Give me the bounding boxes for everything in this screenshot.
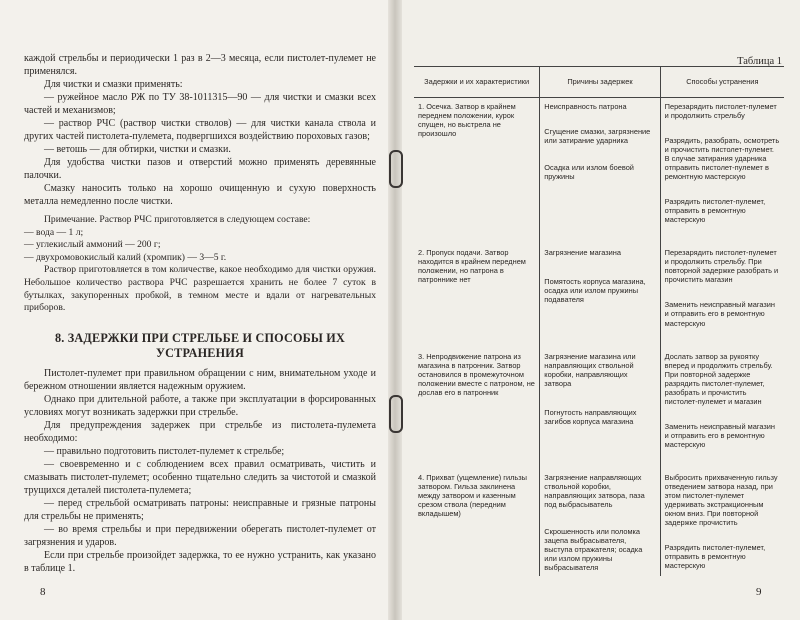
remedy-item: Перезарядить пистолет-пулемет и продолжить стрельбу. При повторной задержке разобрать и прочистить магазин <box>664 248 779 285</box>
cause-item: Помятость корпуса магазина, осадка или излом пружины подавателя <box>544 277 646 305</box>
note-line: — вода — 1 л; <box>24 226 84 238</box>
note-line: Раствор приготовляется в том количестве, какое необходимо для чистки оружия. Небольшое количество раствора РЧС разрешается хранить не более 7 суток в бутылках, закупоренных пробкой, в темном месте и вдали от нагревательных приборов. <box>24 264 376 314</box>
note-title: Примечание. Раствор РЧС приготовляется в следующем составе: <box>44 214 311 225</box>
staple-icon <box>389 395 403 433</box>
cause-item: Загрязнение направляющих ствольной коробки, направляющих затвора, паза под выбрасыватель <box>544 472 645 509</box>
paragraph: — ружейное масло РЖ по ТУ 38-1011315—90 — для чистки и смазки всех частей и механизмов; <box>24 92 376 116</box>
paragraph: — ветошь — для обтирки, чистки и смазки. <box>44 144 231 155</box>
left-page-text <box>24 52 376 575</box>
remedy-item: Разрядить пистолет-пулемет, отправить в ремонтную мастерскую <box>664 543 766 571</box>
causes-cell <box>540 348 660 469</box>
page-number: 8 <box>40 586 46 598</box>
paragraph: — своевременно и с соблюдением всех правил осматривать, чистить и смазывать пистолет-пулемет; особенно тщательно следить за чистотой и смазкой трущихся деталей пистолета-пулемета; <box>24 458 376 496</box>
paragraph: — правильно подготовить пистолет-пулемет к стрельбе; <box>44 445 285 457</box>
remedy-item: Перезарядить пистолет-пулемет и продолжить стрельбу <box>664 102 777 121</box>
page-number: 9 <box>756 586 762 598</box>
paragraph: — перед стрельбой осматривать патроны: неисправные и грязные патроны для стрельбы не применять; <box>24 497 376 522</box>
delay-cell: 3. Непродвижение патрона из магазина в патронник. Затвор остановился в промежуточном положении вместе с патроном, не дослав его в патронник <box>418 351 535 397</box>
cause-item: Осадка или излом боевой пружины <box>544 163 634 182</box>
paragraph: Пистолет-пулемет при правильном обращении с ним, внимательном уходе и бережном отношении является надежным оружием. <box>24 367 376 392</box>
delay-cell: 4. Прихват (ущемление) гильзы затвором. Гильза заклинена между затвором и казенным срезом ствола (передним вкладышем) <box>418 472 527 518</box>
paragraph: Для предупреждения задержек при стрельбе из пистолета-пулемета необходимо: <box>24 419 376 444</box>
remedy-item: Разрядить пистолет-пулемет, отправить в ремонтную мастерскую <box>664 197 766 225</box>
section-title: 8. ЗАДЕРЖКИ ПРИ СТРЕЛЬБЕ И СПОСОБЫ ИХ УСТРАНЕНИЯ <box>54 330 345 360</box>
paragraph: Однако при длительной работе, а также при эксплуатации в форсированных условиях могут возникать задержки при стрельбе. <box>24 393 376 418</box>
table-row <box>414 98 784 245</box>
table-row <box>414 348 784 469</box>
cause-item: Скрошенность или поломка зацепа выбрасывателя, выступа отражателя; осадка или излом пружины выбрасывателя <box>544 526 643 573</box>
table-row <box>414 469 784 576</box>
cause-item: Неисправность патрона <box>544 102 627 111</box>
remedy-item: Заменить неисправный магазин и отправить его в ремонтную мастерскую <box>664 421 775 449</box>
remedies-cell <box>660 348 784 469</box>
column-header: Причины задержек <box>540 67 660 98</box>
delay-cell: 1. Осечка. Затвор в крайнем переднем положении, курок спущен, но выстрела не произошло <box>418 102 516 139</box>
note-block <box>24 214 376 315</box>
note-line: — углекислый аммоний — 200 г; <box>24 239 161 251</box>
paragraph: — во время стрельбы и при передвижении оберегать пистолет-пулемет от загрязнения и ударов. <box>24 523 376 548</box>
paragraph: каждой стрельбы и периодически 1 раз в 2—3 месяца, если пистолет-пулемет не применялся. <box>24 53 376 77</box>
table-row <box>414 244 784 347</box>
remedy-item: Разрядить, разобрать, осмотреть и прочистить пистолет-пулемет. В случае затирания ударника отправить пистолет-пулемет в ремонтную мастерскую <box>664 136 780 182</box>
cause-item: Загрязнение магазина <box>544 248 621 258</box>
paragraph: Для удобства чистки пазов и отверстий можно применять деревянные палочки. <box>24 157 376 181</box>
delay-cell: 2. Пропуск подачи. Затвор находится в крайнем переднем положении, но патрона в патроннике нет <box>418 248 526 285</box>
paragraph: — раствор РЧС (раствор чистки стволов) — для чистки канала ствола и других частей пистолета-пулемета, подвергшихся воздействию пороховых газов; <box>24 118 376 142</box>
column-header: Задержки и их характеристики <box>414 67 540 98</box>
book-gutter <box>388 0 402 620</box>
column-header: Способы устранения <box>660 67 784 98</box>
table-caption: Таблица 1 <box>737 56 782 67</box>
cause-item: Погнутость направляющих загибов корпуса магазина <box>544 407 637 426</box>
paragraph: Если при стрельбе произойдет задержка, то ее нужно устранить, как указано в таблице 1. <box>24 549 376 574</box>
cause-item: Загрязнение магазина или направляющих ствольной коробки, направляющих затвора <box>544 351 636 388</box>
note-line: — двухромовокислый калий (хромпик) — 3—5 г. <box>24 251 227 263</box>
remedy-item: Выбросить прихваченную гильзу отведением затвора назад, при этом пистолет-пулемет удерживать экстракционным окном вниз. При повторной задержке прочистить <box>664 472 778 527</box>
cause-item: Сгущение смазки, загрязнение или затирание ударника <box>544 127 651 146</box>
delays-table <box>414 66 784 576</box>
remedies-cell <box>660 98 784 245</box>
paragraph: Для чистки и смазки применять: <box>44 79 183 90</box>
staple-icon <box>389 150 403 188</box>
remedy-item: Заменить неисправный магазин и отправить его в ремонтную мастерскую <box>664 300 775 328</box>
causes-cell <box>540 98 660 245</box>
paragraph: Смазку наносить только на хорошо очищенную и сухую поверхность металла немедленно после чистки. <box>24 183 376 207</box>
remedy-item: Дослать затвор за рукоятку вперед и продолжить стрельбу. При повторной задержке разрядить пистолет-пулемет, разобрать и прочистить пистолет-пулемет и магазин <box>664 351 773 406</box>
causes-cell <box>540 469 660 576</box>
remedies-cell <box>660 244 784 347</box>
causes-cell <box>540 244 660 347</box>
remedies-cell <box>660 469 784 576</box>
table-header-row <box>414 67 784 98</box>
